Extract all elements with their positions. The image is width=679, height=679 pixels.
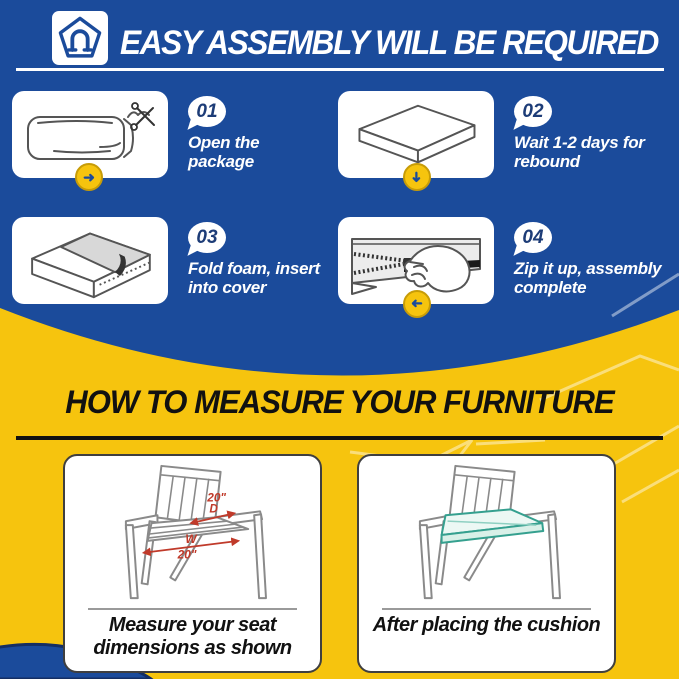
step-number-badge (514, 96, 552, 127)
caption-divider (88, 608, 297, 610)
step-label-line2: into cover (188, 278, 267, 297)
arrow-right-badge (75, 163, 103, 191)
foam-rebound-illustration (346, 96, 486, 174)
measure-card-caption (65, 614, 320, 660)
step-label-line2: complete (514, 278, 587, 297)
step-number-badge (514, 222, 552, 253)
measure-underline (16, 436, 663, 440)
chair-with-cushion-drawing (381, 460, 591, 608)
step3-illustration-card (12, 217, 168, 304)
step-number: 02 (522, 100, 544, 122)
step-label (514, 259, 679, 297)
arrow-right-icon: ➜ (83, 169, 95, 185)
step-number: 01 (196, 100, 218, 122)
caption-line1: Measure your seat (108, 614, 277, 636)
step-label-line1: Open the (188, 133, 260, 152)
step-number: 03 (196, 226, 218, 248)
measure-card-caption (359, 614, 614, 637)
width-letter-label: W (185, 531, 197, 546)
caption-line1: After placing the cushion (372, 614, 601, 636)
step-number-badge (188, 96, 226, 127)
arrow-down-icon: ➜ (408, 171, 425, 183)
step-label (514, 133, 679, 171)
caption-line2: dimensions as shown (93, 637, 292, 659)
step-label-line2: rebound (514, 152, 580, 171)
step4-info (514, 222, 679, 297)
arrow-down-badge (403, 163, 431, 191)
scissors-icon (131, 103, 154, 130)
brand-logo (52, 11, 108, 65)
zipper-illustration (346, 221, 486, 301)
step3-info (188, 222, 353, 297)
open-package-illustration (20, 99, 160, 171)
measure-card-after (357, 454, 616, 673)
insert-foam-illustration (20, 220, 160, 302)
depth-value-label: 20" (207, 490, 227, 505)
measure-card-before (63, 454, 322, 673)
step-label (188, 259, 353, 297)
page-title: EASY ASSEMBLY WILL BE REQUIRED (120, 24, 658, 62)
step-number-badge (188, 222, 226, 253)
step-label (188, 133, 353, 171)
step-number: 04 (522, 226, 544, 248)
arrow-left-icon: ➜ (411, 296, 423, 312)
step-label-line2: package (188, 152, 254, 171)
width-value-label: 20" (177, 547, 197, 562)
chair-line-drawing (87, 460, 297, 608)
house-pentagon-icon (56, 15, 104, 61)
step-label-line1: Fold foam, insert (188, 259, 320, 278)
step1-info (188, 96, 353, 171)
header-underline (16, 68, 664, 71)
measure-section-title: HOW TO MEASURE YOUR FURNITURE (65, 384, 614, 420)
caption-divider (382, 608, 591, 610)
step-label-line1: Wait 1-2 days for (514, 133, 645, 152)
step-label-line1: Zip it up, assembly (514, 259, 662, 278)
depth-letter-label: D (209, 501, 218, 516)
arrow-left-badge (403, 290, 431, 318)
step2-info (514, 96, 679, 171)
